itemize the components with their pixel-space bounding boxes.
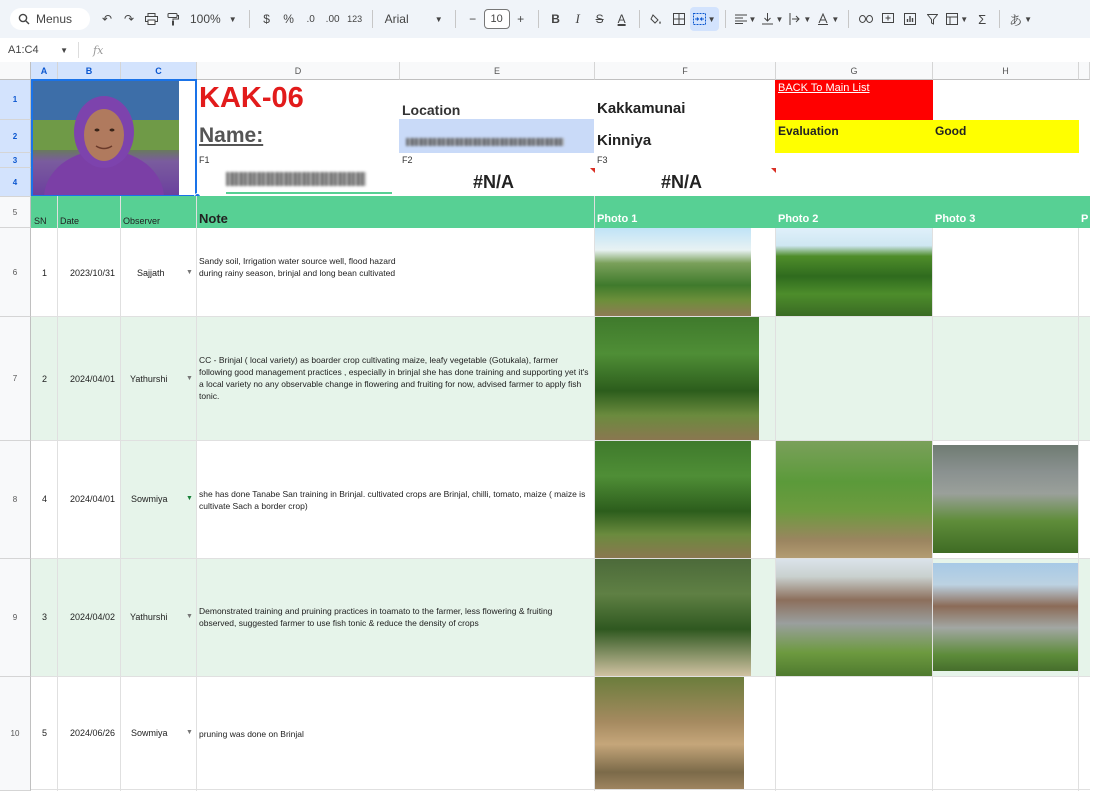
toolbar-divider: [999, 10, 1000, 28]
name-box-value: A1:C4: [8, 44, 39, 56]
toolbar-divider: [372, 10, 373, 28]
gridline: [120, 196, 121, 791]
filter-views-icon[interactable]: ▼: [943, 7, 971, 31]
formula-input[interactable]: [103, 40, 1090, 60]
gridline: [1078, 228, 1079, 791]
cell-note[interactable]: pruning was done on Brinjal: [199, 729, 304, 739]
column-header-c[interactable]: C: [121, 62, 197, 80]
header-photo-1: Photo 1: [597, 213, 638, 225]
text-color-button[interactable]: A: [617, 12, 626, 26]
cell-note[interactable]: she has done Tanabe San training in Brinjal. cultivated crops are Brinjal, chilli, tomato, maize ( maize is cultivate Sach a border crop): [199, 489, 586, 511]
gridline: [31, 316, 1090, 317]
cell-sn[interactable]: 5: [42, 728, 48, 738]
row-header-5[interactable]: 5: [0, 197, 31, 228]
insert-chart-icon[interactable]: [899, 7, 921, 31]
formula-bar: [0, 38, 1090, 62]
f3-label: F3: [597, 155, 608, 165]
dropdown-caret-icon[interactable]: ▼: [186, 375, 193, 382]
cell-sn[interactable]: 3: [42, 612, 48, 622]
merge-cells-icon[interactable]: ▼: [690, 7, 719, 31]
bold-button[interactable]: B: [551, 12, 560, 26]
functions-button[interactable]: Σ: [978, 11, 987, 27]
menus-label: Menus: [36, 12, 73, 26]
header-photo-3: Photo 3: [935, 213, 976, 225]
search-icon: [18, 13, 30, 25]
photo-cell-image[interactable]: [595, 317, 759, 440]
selection-range: [31, 79, 197, 197]
location-village: Kakkamunai: [597, 100, 686, 117]
header-date: Date: [60, 216, 80, 226]
row-header-1[interactable]: 1: [0, 80, 31, 120]
column-header-f[interactable]: F: [595, 62, 776, 80]
error-indicator-icon: [771, 168, 776, 173]
error-value-e: #N/A: [473, 172, 515, 192]
fill-color-icon[interactable]: [646, 7, 668, 31]
undo-icon[interactable]: ↶: [101, 12, 113, 26]
photo-cell-image[interactable]: [933, 445, 1078, 553]
decrease-font-size-button[interactable]: −: [469, 12, 477, 26]
font-select[interactable]: [379, 12, 449, 26]
column-header-g[interactable]: G: [776, 62, 933, 80]
spreadsheet-grid: [0, 62, 1090, 791]
insert-link-icon[interactable]: [855, 7, 877, 31]
photo-cell-image[interactable]: [595, 677, 744, 789]
row-header-7[interactable]: 7: [0, 317, 31, 441]
cell-note[interactable]: Sandy soil, Irrigation water source well, flood hazard during rainy season, brinjal and long bean cultivated: [199, 256, 396, 278]
photo-cell-image[interactable]: [776, 228, 932, 316]
header-sn: SN: [34, 216, 47, 226]
row-header-10[interactable]: 10: [0, 677, 31, 791]
filter-icon[interactable]: [921, 7, 943, 31]
input-tools-label: あ: [1009, 12, 1023, 28]
cell-sn[interactable]: 2: [42, 374, 48, 384]
dropdown-caret-icon[interactable]: ▼: [186, 729, 193, 736]
percent-button[interactable]: %: [283, 12, 294, 26]
photo-cell-image[interactable]: [776, 559, 932, 676]
formula-divider: [78, 42, 79, 58]
chevron-down-icon: ▼: [60, 45, 68, 55]
cell-sn[interactable]: 1: [42, 268, 48, 278]
column-header-a[interactable]: A: [31, 62, 58, 80]
toolbar: [0, 0, 1090, 38]
cell-observer[interactable]: Yathurshi: [130, 374, 168, 384]
borders-icon[interactable]: [668, 7, 690, 31]
number-format-button[interactable]: 123: [347, 14, 363, 24]
toolbar-divider: [639, 10, 640, 28]
dropdown-caret-icon[interactable]: ▼: [186, 495, 193, 502]
row-header-2[interactable]: 2: [0, 120, 31, 153]
evaluation-value: Good: [935, 124, 967, 138]
decrease-decimal-button[interactable]: .0: [306, 13, 315, 25]
menus-search[interactable]: [10, 8, 90, 30]
text-rotation-icon[interactable]: ▼: [814, 7, 842, 31]
header-note: Note: [199, 211, 228, 226]
zoom-value: 100%: [190, 12, 221, 26]
toolbar-divider: [538, 10, 539, 28]
cell-observer[interactable]: Yathurshi: [130, 612, 168, 622]
row-header-8[interactable]: 8: [0, 441, 31, 559]
record-id: KAK-06: [199, 82, 304, 114]
photo-cell-image[interactable]: [595, 228, 751, 316]
increase-decimal-button[interactable]: .00: [325, 13, 340, 25]
gridline: [31, 789, 1090, 790]
header-observer: Observer: [123, 216, 161, 226]
insert-comment-icon[interactable]: [877, 7, 899, 31]
error-value-f: #N/A: [661, 172, 703, 192]
location-cell[interactable]: [399, 119, 594, 153]
cell-date[interactable]: 2024/04/02: [70, 612, 116, 622]
increase-font-size-button[interactable]: +: [517, 12, 525, 26]
cell-sn[interactable]: 4: [42, 494, 48, 504]
redacted-location: [406, 138, 564, 146]
currency-button[interactable]: $: [263, 12, 270, 26]
f2-label: F2: [402, 155, 413, 165]
toolbar-divider: [848, 10, 849, 28]
name-underline: [226, 192, 392, 194]
error-indicator-icon: [590, 168, 595, 173]
cell-note[interactable]: Demonstrated training and pruining practices in toamato to the farmer, less flowering & fruiting observed, suggested farmer to use fish tonic & reduce the density of crops: [199, 606, 553, 628]
cell-note[interactable]: CC - Brinjal ( local variety) as boarder crop cultivating maize, leafy vegetable (Gotukala), farmer following good management practices , especially in brinjal she has done training and supporting yet it's a local variety no any observable change in flowering and fruiting for now, advised farmer to apply fish tonic.: [199, 355, 589, 401]
italic-button[interactable]: I: [575, 11, 580, 26]
cell-observer[interactable]: Sajjath: [137, 268, 165, 278]
paint-format-icon[interactable]: [162, 7, 184, 31]
gridline: [57, 196, 58, 791]
column-header-i[interactable]: [1079, 62, 1090, 80]
dropdown-caret-icon[interactable]: ▼: [186, 269, 193, 276]
fx-icon: fx: [93, 43, 104, 57]
vertical-align-icon[interactable]: ▼: [759, 7, 786, 31]
header-photo-2: Photo 2: [778, 213, 819, 225]
print-icon[interactable]: [140, 7, 162, 31]
column-header-e[interactable]: E: [400, 62, 595, 80]
redacted-name: [226, 172, 366, 186]
cell-date[interactable]: 2024/04/01: [70, 374, 116, 384]
name-box[interactable]: [0, 44, 72, 56]
strikethrough-button[interactable]: S: [595, 12, 604, 26]
font-size-input[interactable]: 10: [484, 9, 510, 29]
align-left-icon[interactable]: ▼: [732, 7, 760, 31]
row-header-3[interactable]: 3: [0, 153, 31, 168]
column-header-h[interactable]: H: [933, 62, 1079, 80]
name-label: Name:: [199, 124, 264, 147]
gridline: [31, 676, 1090, 677]
redo-icon[interactable]: ↷: [123, 12, 135, 26]
photo-cell-image[interactable]: [933, 563, 1078, 671]
zoom-select[interactable]: [184, 12, 243, 26]
text-wrap-icon[interactable]: ▼: [786, 7, 814, 31]
cell-date[interactable]: 2024/06/26: [70, 728, 116, 738]
f1-label: F1: [199, 155, 210, 165]
evaluation-label: Evaluation: [778, 124, 839, 138]
back-to-main-list-link[interactable]: BACK To Main List: [778, 82, 870, 94]
photo-cell-image[interactable]: [595, 441, 751, 558]
chevron-down-icon: ▼: [434, 14, 443, 24]
font-value: Arial: [384, 12, 409, 26]
column-header-d[interactable]: D: [197, 62, 400, 80]
header-photo-4: P: [1081, 213, 1089, 225]
input-tools-button[interactable]: あ ▼: [1006, 7, 1035, 31]
location-label: Location: [402, 102, 461, 118]
chevron-down-icon: ▼: [228, 14, 237, 24]
cell-observer[interactable]: Sowmiya: [131, 728, 168, 738]
table-header-row: [31, 196, 1090, 228]
location-division: Kinniya: [597, 132, 652, 149]
row-header-9[interactable]: 9: [0, 559, 31, 677]
select-all-corner[interactable]: [0, 62, 31, 80]
toolbar-divider: [725, 10, 726, 28]
dropdown-caret-icon[interactable]: ▼: [186, 613, 193, 620]
cell-date[interactable]: 2024/04/01: [70, 494, 116, 504]
gridline: [196, 196, 197, 791]
photo-cell-image[interactable]: [595, 559, 751, 676]
toolbar-divider: [249, 10, 250, 28]
cell-observer[interactable]: Sowmiya: [131, 494, 168, 504]
photo-cell-image[interactable]: [776, 441, 932, 558]
column-header-b[interactable]: B: [58, 62, 121, 80]
row-header-4[interactable]: 4: [0, 168, 31, 197]
row-header-6[interactable]: 6: [0, 228, 31, 317]
cell-date[interactable]: 2023/10/31: [70, 268, 116, 278]
toolbar-divider: [455, 10, 456, 28]
